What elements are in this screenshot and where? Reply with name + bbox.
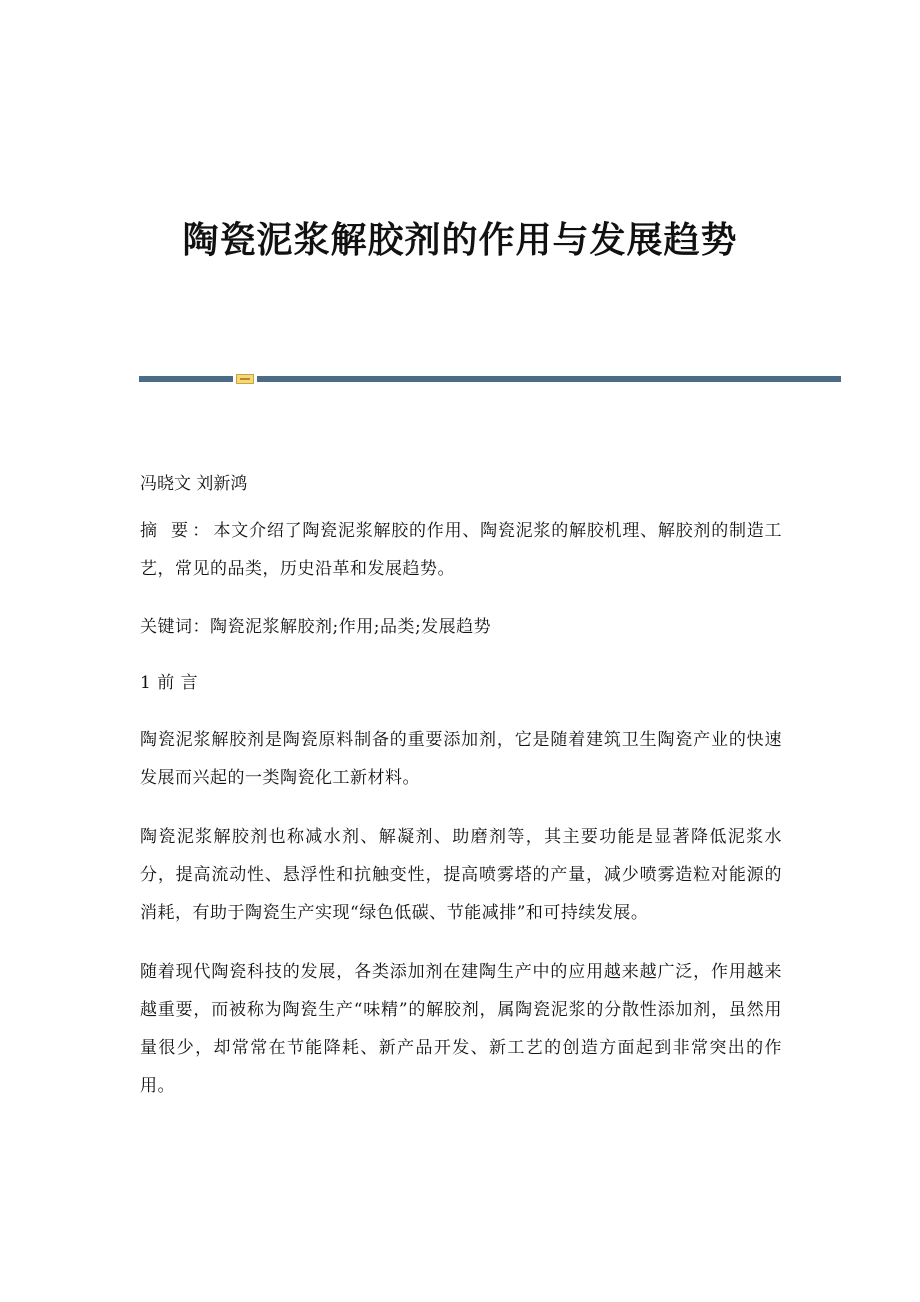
abstract bbox=[140, 512, 782, 588]
document-body bbox=[140, 470, 782, 1126]
keywords-label: 关键词： bbox=[140, 617, 210, 637]
divider-envelope-icon bbox=[236, 374, 254, 384]
authors: 冯晓文 刘新鸿 bbox=[140, 474, 248, 494]
document-title: 陶瓷泥浆解胶剂的作用与发展趋势 bbox=[182, 219, 738, 261]
divider-bar-right bbox=[257, 376, 841, 382]
abstract-text: 本文介绍了陶瓷泥浆解胶的作用、陶瓷泥浆的解胶机理、解胶剂的制造工艺，常见的品类，历史沿革和发展趋势。 bbox=[140, 521, 783, 579]
title-divider bbox=[139, 374, 841, 384]
keywords bbox=[140, 609, 782, 645]
section-heading: 1 前 言 bbox=[140, 673, 199, 693]
paragraph: 陶瓷泥浆解胶剂也称减水剂、解凝剂、助磨剂等，其主要功能是显著降低泥浆水分，提高流动性、悬浮性和抗触变性，提高喷雾塔的产量，减少喷雾造粒对能源的消耗，有助于陶瓷生产实现“绿色低碳、节能减排”和可持续发展。 bbox=[140, 827, 782, 923]
paragraph: 随着现代陶瓷科技的发展，各类添加剂在建陶生产中的应用越来越广泛，作用越来越重要，而被称为陶瓷生产“味精”的解胶剂，属陶瓷泥浆的分散性添加剂，虽然用量很少，却常常在节能降耗、新产品开发、新工艺的创造方面起到非常突出的作用。 bbox=[140, 962, 782, 1096]
paragraph: 陶瓷泥浆解胶剂是陶瓷原料制备的重要添加剂，它是随着建筑卫生陶瓷产业的快速发展而兴起的一类陶瓷化工新材料。 bbox=[140, 730, 782, 788]
keywords-text: 陶瓷泥浆解胶剂;作用;品类;发展趋势 bbox=[210, 617, 492, 637]
divider-bar-left bbox=[139, 376, 233, 382]
abstract-label: 摘 要： bbox=[140, 521, 214, 541]
